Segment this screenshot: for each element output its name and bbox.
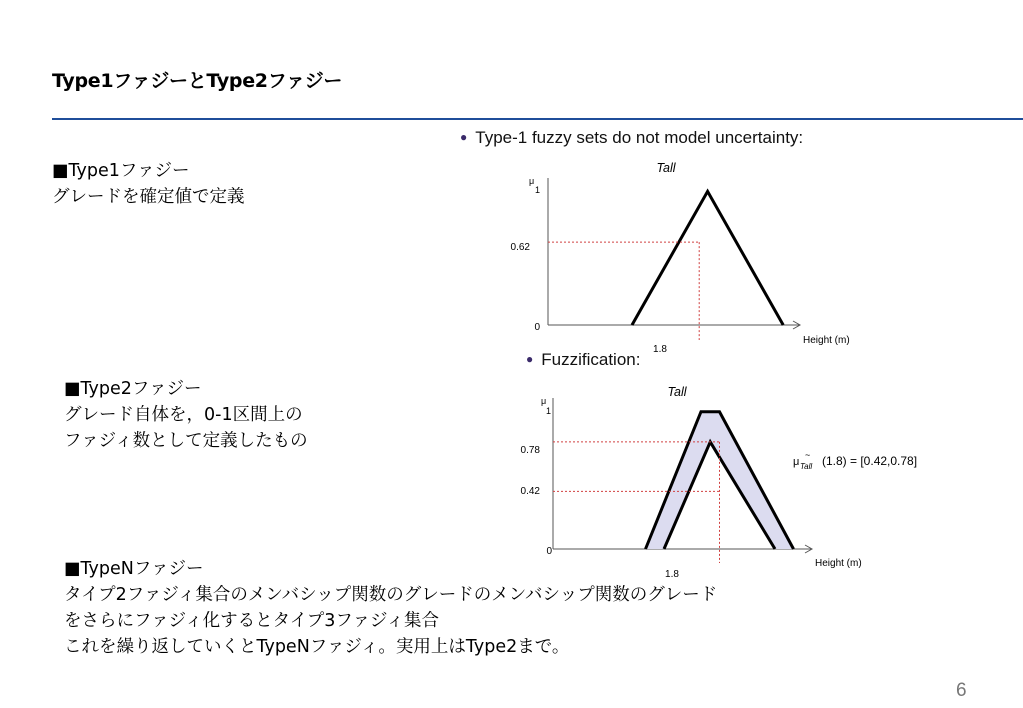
chart1-y-label-sub: 1: [535, 185, 541, 195]
chart2-y-tick-0: 0: [546, 546, 552, 557]
type1-line-1: グレードを確定値で定義: [52, 187, 245, 207]
typen-heading: ■TypeNファジー: [64, 559, 204, 579]
chart2-annotation-value: (1.8) = [0.42,0.78]: [822, 454, 918, 468]
chart2-x-tick-18: 1.8: [665, 569, 679, 580]
chart1-y-tick-0: 0: [534, 322, 540, 333]
type2-line-2: ファジィ数として定義したもの: [64, 431, 308, 451]
chart1-x-tick-18: 1.8: [653, 344, 667, 355]
bullet-dot-icon: ●: [526, 352, 534, 366]
chart2-y-label-sub: 1: [546, 406, 552, 416]
chart2-annotation-tilde: ~: [805, 450, 811, 460]
chart1-x-label: Height (m): [803, 335, 850, 346]
type1-heading: ■Type1ファジー: [52, 161, 190, 181]
type2-heading: ■Type2ファジー: [64, 379, 202, 399]
typen-line-1: タイプ2ファジィ集合のメンバシップ関数のグレードのメンバシップ関数のグレード: [64, 585, 718, 605]
page-number: 6: [956, 680, 967, 701]
chart2-y-label: μ: [541, 396, 547, 406]
chart1-title: Tall: [656, 161, 676, 175]
chart2-title: Tall: [667, 385, 687, 399]
typen-line-2: をさらにファジィ化するとタイプ3ファジィ集合: [64, 611, 439, 631]
chart2-y-tick-042: 0.42: [520, 486, 540, 497]
slide-title: Type1ファジーとType2ファジー: [52, 70, 343, 92]
bullet-dot-icon: ●: [460, 130, 468, 144]
chart2-y-tick-078: 0.78: [520, 445, 540, 456]
bullet-2-text: Fuzzification:: [541, 350, 641, 369]
typen-line-3: これを繰り返していくとTypeNファジィ。実用上はType2まで。: [64, 637, 570, 657]
chart1-y-label: μ: [529, 176, 535, 186]
chart2-annotation-sub: Tall: [800, 462, 813, 471]
chart2-annotation-mu: μ: [793, 456, 800, 468]
bullet-1-text: Type-1 fuzzy sets do not model uncertainty:: [475, 128, 804, 147]
chart1-y-tick-062: 0.62: [510, 242, 530, 253]
chart2-x-label: Height (m): [815, 558, 862, 569]
type2-line-1: グレード自体を，0-1区間上の: [64, 405, 303, 425]
chart2-uncertainty-band: [646, 412, 794, 549]
